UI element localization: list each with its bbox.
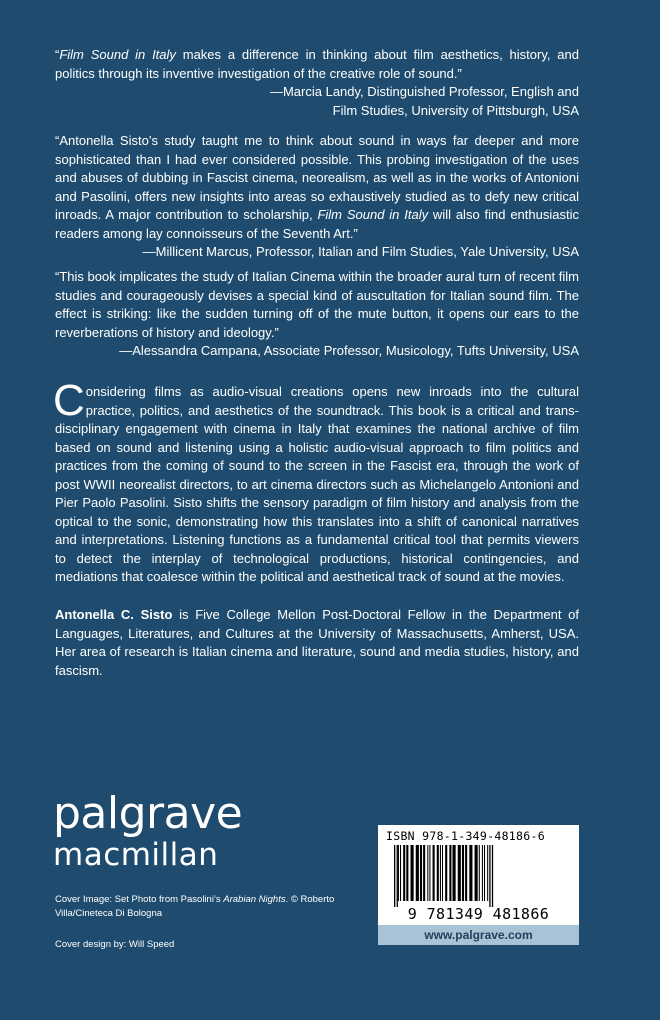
endorsement-quote-1	[55, 46, 579, 120]
quote-attribution	[55, 342, 579, 361]
isbn-label: ISBN 978-1-349-48186-6	[386, 829, 545, 843]
description-text: onsidering films as audio-visual creations opens new inroads into the cultural practice, politics, and aesthetics of the soundtrack. This book is a critical and trans-disciplinary engagement with cinema in Italy that examines the national archive of film based on sound and listening using a holistic audio-visual approach to film politics and practices from the coming of sound to the screen in the Fascist era, through the work of post WWII neorealist directors, to art cinema directors such as Michelangelo Antonioni and Pier Paolo Pasolini. Sisto shifts the sensory paradigm of film history and analysis from the optical to the sonic, demonstrating how this translates into a shift of canonical narratives and interpretations. Listening functions as a fundamental critical tool that permits viewers to detect the interplay of technological productions, historical contingencies, and mediations that coalesce within the political and aesthetical track of sound at the movies.	[55, 384, 579, 584]
cover-image-credit: Cover Image: Set Photo from Pasolini’s Arabian Nights. © Roberto Villa/Cineteca Di Bologna	[55, 894, 335, 919]
quote-text: “This book implicates the study of Italian Cinema within the broader aural turn of recent film studies and courageously devises a special kind of auscultation for Italian sound film. The effect is striking: like the sudden turning off of the mute button, it opens our ears to the reverberations of history and ideology.”	[55, 269, 579, 340]
logo-line-2: macmillan	[53, 837, 219, 873]
logo-line-1: palgrave	[53, 788, 243, 839]
attribution-line: —Marcia Landy, Distinguished Professor, English and	[269, 84, 579, 99]
endorsement-quote-3	[55, 268, 579, 361]
barcode-image	[390, 845, 568, 907]
endorsement-quote-2	[55, 132, 579, 262]
quote-attribution	[55, 243, 579, 262]
author-bio-text: is Five College Mellon Post-Doctoral Fellow in the Department of Languages, Literatures, and Cultures at the University of Massachusetts, Amherst, USA. Her area of research is Italian cinema and literature, sound and media studies, history, and fascism.	[55, 607, 579, 678]
drop-cap: C	[53, 376, 85, 425]
publisher-website: www.palgrave.com	[378, 925, 579, 945]
barcode-digits: 9 781349 481866	[407, 905, 550, 923]
publisher-logo	[53, 790, 242, 872]
author-bio	[55, 606, 579, 680]
attribution-line: —Alessandra Campana, Associate Professor, Musicology, Tufts University, USA	[119, 343, 579, 358]
attribution-line: —Millicent Marcus, Professor, Italian and Film Studies, Yale University, USA	[142, 244, 579, 259]
quote-text: “Film Sound in Italy makes a difference in thinking about film aesthetics, history, and politics through its inventive investigation of the creative role of sound.”	[55, 47, 579, 81]
quote-text: “Antonella Sisto’s study taught me to think about sound in ways far deeper and more sophisticated than I had ever considered possible. This probing investigation of the uses and abuses of dubbing in Fascist cinema, neorealism, as well as in the works of Antonioni and Pasolini, offers new insights into areas so exhaustively studied as to defy new critical inroads. A major contribution to scholarship, Film Sound in Italy will also find enthusiastic readers among lay connoisseurs of the Seventh Art.”	[55, 133, 579, 241]
author-name: Antonella C. Sisto	[55, 607, 173, 622]
barcode-panel	[378, 825, 579, 925]
quote-attribution	[55, 83, 579, 120]
cover-design-credit: Cover design by: Will Speed	[55, 939, 175, 950]
book-description	[53, 376, 579, 587]
attribution-line: Film Studies, University of Pittsburgh, USA	[332, 102, 579, 118]
